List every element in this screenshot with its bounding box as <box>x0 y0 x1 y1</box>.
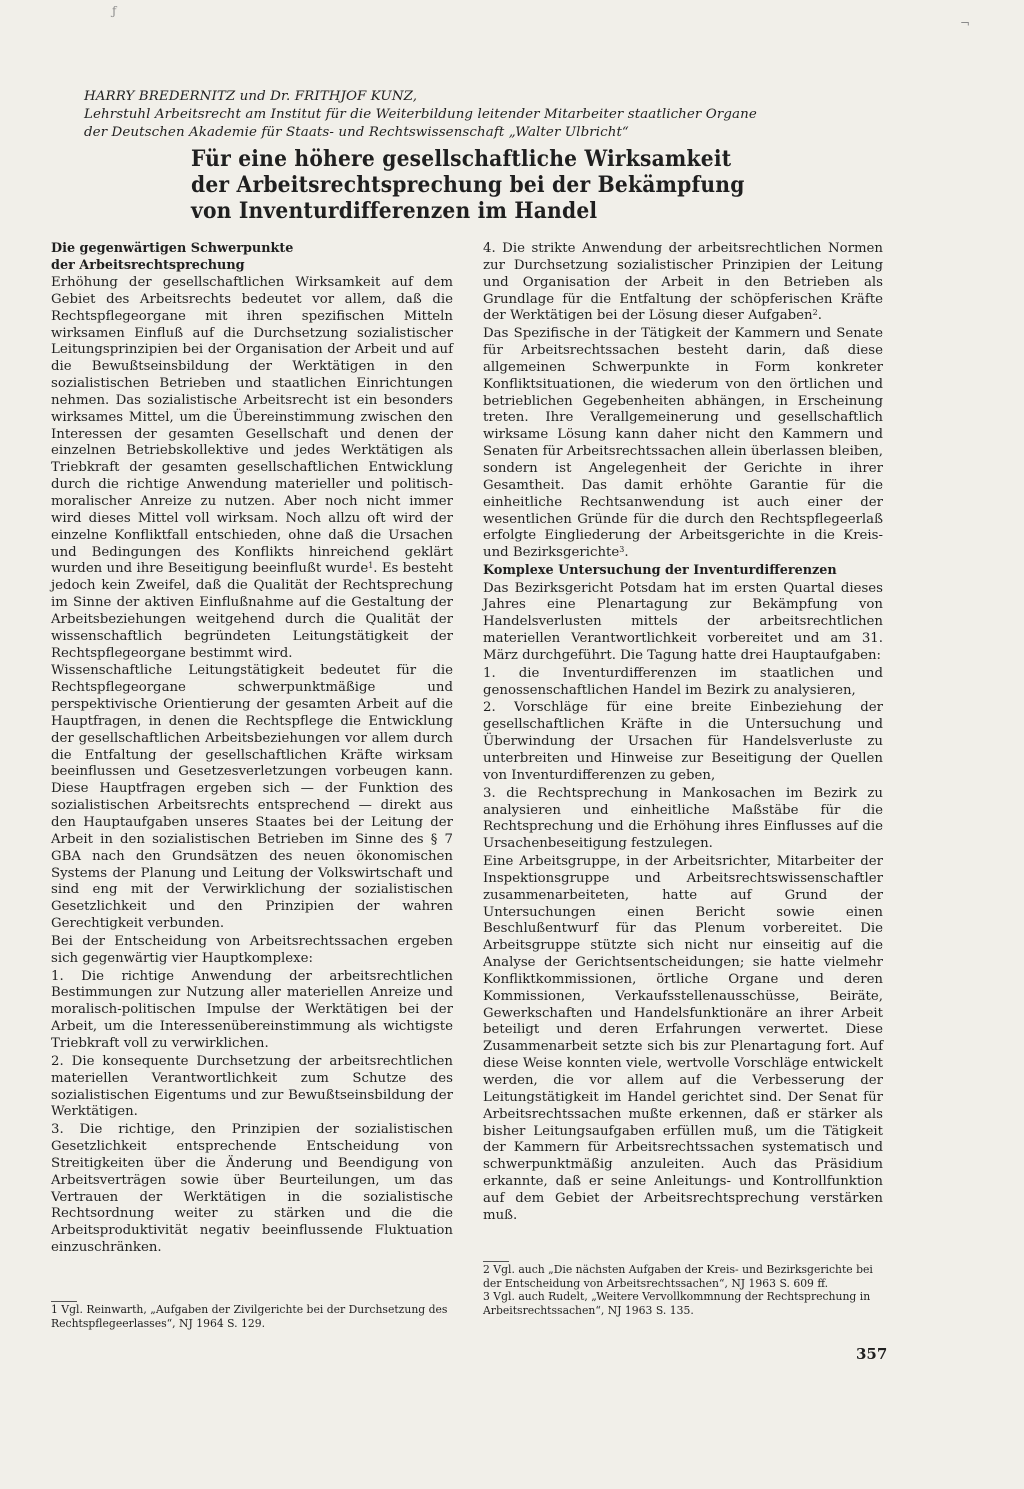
paragraph-text: Erhöhung der gesellschaftlichen Wirksamkeit auf dem Gebiet des Arbeitsrechts bedeutet vor allem, daß die Rechtspflegeorgane mit ihren spezifischen Mitteln wirksamen Einfluß auf die Durchsetzung sozialistischer Leitungsprinzipien bei der Organisation der Arbeit und auf die Bewußtseinsbildung der Werktätigen in den sozialistischen Betrieben und staatlichen Einrichtungen nehmen. Das sozialistische Arbeitsrecht ist ein besonders wirksames Mittel, um die Übereinstimmung zwischen den Interessen der gesamten Gesellschaft und denen der einzelnen Betriebskollektive und jedes Werktätigen als Triebkraft der gesamten gesellschaftlichen Entwicklung durch die richtige Anwendung materieller und politisch-moralischer Anreize zu nutzen. Aber noch nicht immer wird dieses Mittel voll wirksam. Noch allzu oft wird der einzelne Konfliktfall entschieden, ohne daß die Ursachen und Bedingungen des Konflikts hinreichend geklärt wurden und ihre Beseitigung beeinflußt wurde <box>51 275 453 577</box>
scan-mark: ƒ <box>112 4 117 18</box>
footnote-ref: 1 <box>368 561 374 571</box>
section-heading <box>51 241 453 274</box>
author-block <box>84 88 884 142</box>
list-item: 3. Die richtige, den Prinzipien der sozialistischen Gesetzlichkeit entsprechende Entscheidung von Streitigkeiten über die Änderung und Beendigung von Arbeitsverträgen sowie über Beurteilungen, um das Vertrauen der Werktätigen in die sozialistische Rechtsordnung weiter zu stärken und die die Arbeitsproduktivität negativ beeinflussende Fluktuation einzuschränken. <box>51 1122 453 1256</box>
paragraph-text: 4. Die strikte Anwendung der arbeitsrechtlichen Normen zur Durchsetzung sozialistischer Prinzipien der Leitung und Organisation der Arbeit in den Betrieben als Grundlage für die Entfaltung der schöpferischen Kräfte der Werktätigen bei der Lösung dieser Aufgaben <box>483 241 883 324</box>
footnote-rule <box>51 1301 77 1302</box>
list-item <box>483 241 883 325</box>
right-column <box>483 241 883 1226</box>
paragraph <box>483 326 883 562</box>
footnotes-right <box>483 1258 883 1317</box>
paragraph: Das Bezirksgericht Potsdam hat im ersten Quartal dieses Jahres eine Plenartagung zur Bekämpfung von Handelsverlusten mittels der arbeitsrechtlichen materiellen Verantwortlichkeit vorbereitet und am 31. März durchgeführt. Die Tagung hatte drei Hauptaufgaben: <box>483 580 883 663</box>
author-affiliation: der Deutschen Akademie für Staats- und Rechtswissenschaft „Walter Ulbricht“ <box>84 125 629 140</box>
paragraph: Wissenschaftliche Leitungstätigkeit bedeutet für die Rechtspflegeorgane schwerpunktmäßige und perspektivische Orientierung der gesamten Arbeit auf die Hauptfragen, in denen die Rechtspflege die Entwicklung der gesellschaftlichen Arbeitsbeziehungen vor allem durch die Entfaltung der gesellschaftlichen Kräfte wirksam beeinflussen und Gesetzesverletzungen vorbeugen kann. Diese Hauptfragen ergeben sich — der Funktion des sozialistischen Arbeitsrechts entsprechend — direkt aus den Hauptaufgaben unseres Staates bei der Leitung der Arbeit in den sozialistischen Betrieben im Sinne des § 7 GBA nach den Grundsätzen des neuen ökonomischen Systems der Planung und Leitung der Volkswirtschaft und sind eng mit der Verwirklichung der sozialistischen Gesetzlichkeit und den Prinzipien der wahren Gerechtigkeit verbunden. <box>51 663 453 932</box>
paragraph: Bei der Entscheidung von Arbeitsrechtssachen ergeben sich gegenwärtig vier Hauptkomplexe: <box>51 933 453 966</box>
footnote: 1 Vgl. Reinwarth, „Aufgaben der Zivilgerichte bei der Durchsetzung des Rechtspflegeerlasses“, NJ 1964 S. 129. <box>51 1303 448 1330</box>
footnote: 2 Vgl. auch „Die nächsten Aufgaben der Kreis- und Bezirksgerichte bei der Entscheidung von Arbeitsrechtssachen“, NJ 1963 S. 609 ff. <box>483 1263 873 1290</box>
title-line: der Arbeitsrechtsprechung bei der Bekämpfung <box>191 172 745 198</box>
scan-mark: ¬ <box>960 16 971 30</box>
list-item: 3. die Rechtsprechung in Mankosachen im Bezirk zu analysieren und einheitliche Maßstäbe für die Rechtsprechung und die Erhöhung ihres Einflusses auf die Ursachenbeseitigung festzulegen. <box>483 785 883 852</box>
footnote-rule <box>483 1261 509 1262</box>
section-heading-line: der Arbeitsrechtsprechung <box>51 257 245 273</box>
paragraph-text: . <box>624 545 629 561</box>
author-names: HARRY BREDERNITZ und Dr. FRITHJOF KUNZ, <box>84 89 418 104</box>
list-item: 2. Die konsequente Durchsetzung der arbeitsrechtlichen materiellen Verantwortlichkeit zum Schutze des sozialistischen Eigentums und zur Bewußtseinsbildung der Werktätigen. <box>51 1053 453 1120</box>
section-heading-line: Die gegenwärtigen Schwerpunkte <box>51 241 294 256</box>
footnotes-left <box>51 1298 453 1330</box>
author-affiliation: Lehrstuhl Arbeitsrecht am Institut für die Weiterbildung leitender Mitarbeiter staatlicher Organe <box>84 107 757 122</box>
footnote-ref: 2 <box>812 308 818 318</box>
paragraph-text: . <box>817 308 822 324</box>
list-item: 1. Die richtige Anwendung der arbeitsrechtlichen Bestimmungen zur Nutzung aller materiellen Anreize und moralisch-politischen Impulse der Werktätigen bei der Arbeit, um die Interessenübereinstimmung als wichtigste Triebkraft voll zu verwirklichen. <box>51 968 453 1051</box>
paragraph-text: Das Spezifische in der Tätigkeit der Kammern und Senate für Arbeitsrechtssachen besteht darin, daß diese allgemeinen Schwerpunkte in Form konkreter Konfliktsituationen, die wiederum von den örtlichen und betrieblichen Gegebenheiten abhängen, in Erscheinung treten. Ihre Verallgemeinerung und gesellschaftlich wirksame Lösung kann daher nicht den Kammern und Senaten für Arbeitsrechtssachen allein überlassen bleiben, sondern ist Angelegenheit der Gerichte in ihrer Gesamtheit. Das damit erhöhte Garantie für die einheitliche Rechtsanwendung ist auch einer der wesentlichen Gründe für die durch den Rechtspflegeerlaß erfolgte Eingliederung der Arbeitsgerichte in die Kreis- und Bezirksgerichte <box>483 326 883 561</box>
left-column <box>51 241 453 1258</box>
page-number: 357 <box>856 1345 888 1363</box>
list-item: 2. Vorschläge für eine breite Einbeziehung der gesellschaftlichen Kräfte in die Untersuchung und Überwindung der Ursachen für Handelsverluste zu unterbreiten und Hinweise zur Beseitigung der Quellen von Inventurdifferenzen zu geben, <box>483 700 883 783</box>
article-title <box>191 146 831 224</box>
paragraph-text: . Es besteht jedoch kein Zweifel, daß die Qualität der Rechtsprechung im Sinne der aktiven Einflußnahme auf die Gestaltung der Arbeitsbeziehungen weitgehend durch die Qualität der wissenschaftlich begründeten Leitungstätigkeit der Rechtspflegeorgane bestimmt wird. <box>51 561 453 661</box>
paragraph: Eine Arbeitsgruppe, in der Arbeitsrichter, Mitarbeiter der Inspektionsgruppe und Arbeitsrechtswissenschaftler zusammenarbeiteten, hatte auf Grund der Untersuchungen einen Bericht sowie einen Beschlußentwurf für das Plenum vorbereitet. Die Arbeitsgruppe stützte sich nicht nur einseitig auf die Analyse der Gerichtsentscheidungen; sie hatte vielmehr Konfliktkommissionen, örtliche Organe und deren Kommissionen, Verkaufsstellenausschüsse, Beiräte, Gewerkschaften und Handelsfunktionäre an ihrer Arbeit beteiligt und deren Erfahrungen verwertet. Diese Zusammenarbeit setzte sich bis zur Plenartagung fort. Auf diese Weise konnten viele, wertvolle Vorschläge entwickelt werden, die vor allem auf die Verbesserung der Leitungstätigkeit im Handel gerichtet sind. Der Senat für Arbeitsrechtssachen mußte erkennen, daß er stärker als bisher Leitungsaufgaben erfüllen muß, um die Tätigkeit der Kammern für Arbeitsrechtssachen systematisch und schwerpunktmäßig anzuleiten. Auch das Präsidium erkannte, daß er seine Anleitungs- und Kontrollfunktion auf dem Gebiet der Arbeitsrechtsprechung verstärken muß. <box>483 854 883 1223</box>
title-line: von Inventurdifferenzen im Handel <box>191 198 598 224</box>
section-heading: Komplexe Untersuchung der Inventurdifferenzen <box>483 563 837 579</box>
footnote-ref: 3 <box>619 545 625 555</box>
footnote: 3 Vgl. auch Rudelt, „Weitere Vervollkommnung der Rechtsprechung in Arbeitsrechtssachen“, NJ 1963 S. 135. <box>483 1290 871 1317</box>
paragraph <box>51 275 453 662</box>
title-line: Für eine höhere gesellschaftliche Wirksamkeit <box>191 146 732 172</box>
list-item: 1. die Inventurdifferenzen im staatlichen und genossenschaftlichen Handel im Bezirk zu analysieren, <box>483 665 883 698</box>
